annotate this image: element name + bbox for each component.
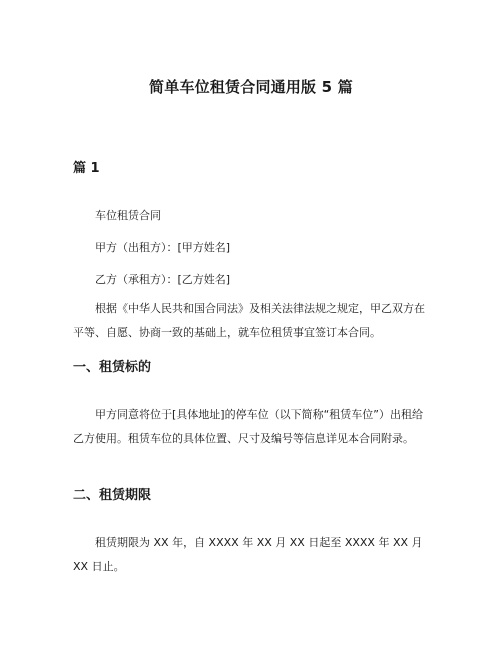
document-title: 简单车位租赁合同通用版 5 篇 [149, 78, 353, 96]
section-heading-lease-term: 二、租赁期限 [73, 488, 152, 503]
section-body-lease-subject: 甲方同意将位于[具体地址]的停车位（以下简称“租赁车位”）出租给乙方使用。租赁车位的具体位置、尺寸及编号等信息详见本合同附录。 [73, 408, 423, 445]
party-a-line: 甲方（出租方）：[甲方姓名] [95, 241, 231, 254]
contract-name: 车位租赁合同 [95, 209, 161, 222]
party-b-line: 乙方（承租方）：[乙方姓名] [95, 273, 231, 286]
section-heading-lease-subject: 一、租赁标的 [73, 360, 152, 375]
part-heading: 篇 1 [73, 161, 100, 176]
preamble-paragraph: 根据《中华人民共和国合同法》及相关法律法规之规定，甲乙双方在平等、自愿、协商一致的基础上，就车位租赁事宜签订本合同。 [73, 302, 425, 339]
section-body-lease-term: 租赁期限为 XX 年，自 XXXX 年 XX 月 XX 日起至 XXXX 年 XX 月 XX 日止。 [73, 536, 423, 573]
